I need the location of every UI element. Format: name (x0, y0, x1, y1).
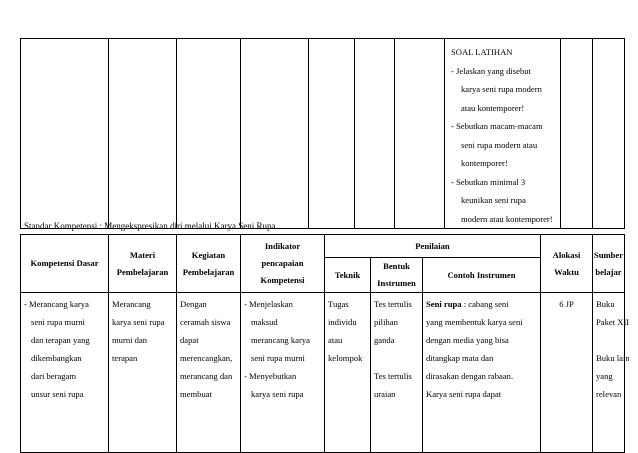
empty-cell (355, 39, 395, 229)
cell-line: relevan (596, 389, 622, 399)
empty-cell (395, 39, 445, 229)
cell-line: dengan media yang bisa (426, 335, 509, 345)
cell-line: maksud (251, 317, 278, 327)
cell-line: unsur seni rupa (31, 389, 84, 399)
cell-line: yang (596, 371, 613, 381)
cell-line: Tugas (328, 299, 349, 309)
cell-line: murni dan (112, 335, 148, 345)
cell-line: kelompok (328, 353, 363, 363)
soal-line: modern atau kontemporer! (461, 213, 553, 224)
cell-line: merencangkan, (180, 353, 233, 363)
cell-line: merancang dan (180, 371, 233, 381)
header-kegiatan: Kegiatan Pembelajaran (177, 235, 241, 293)
header-penilaian: Penilaian (325, 235, 541, 258)
empty-cell (309, 39, 355, 229)
contoh-cell (423, 293, 541, 453)
cell-line: seni rupa murni (251, 353, 305, 363)
cell-line: - Merancang karya (24, 299, 89, 309)
cell-line: Tes tertulis (374, 299, 412, 309)
cell-line: merancang karya (251, 335, 310, 345)
alokasi-cell (541, 293, 593, 453)
standar-kompetensi-caption: Standar Kompetensi : Mengekspresikan diri melalui Karya Seni Rupa (24, 221, 276, 231)
cell-line: 6 JP (559, 299, 574, 309)
teknik-cell (325, 293, 371, 453)
cell-line: Buku lain (596, 353, 630, 363)
empty-cell (21, 39, 109, 229)
cell-line: Merancang (112, 299, 151, 309)
cell-line: ganda (374, 335, 395, 345)
empty-cell (561, 39, 593, 229)
header-indikator: Indikator pencapaian Kompetensi (241, 235, 325, 293)
cell-line: ditangkap mata dan (426, 353, 494, 363)
soal-title: SOAL LATIHAN (451, 47, 513, 57)
cell-line: atau (328, 335, 343, 345)
cell-line: individu (328, 317, 357, 327)
sumber-cell (593, 293, 630, 453)
top-table (20, 38, 625, 229)
cell-line: dikembangkan (31, 353, 82, 363)
cell-line: membuat (180, 389, 212, 399)
empty-cell (177, 39, 241, 229)
soal-latihan-cell (445, 39, 561, 229)
header-kompetensi-dasar: Kompetensi Dasar (21, 235, 109, 293)
cell-line: karya seni rupa (251, 389, 304, 399)
silabus-table (20, 234, 630, 453)
cell-line: - Menyebutkan (244, 371, 297, 381)
cell-line: uraian (374, 389, 396, 399)
cell-line: dari beragam (31, 371, 77, 381)
cell-line (426, 295, 537, 313)
cell-line: Karya seni rupa dapat (426, 389, 502, 399)
cell-line: Tes tertulis (374, 371, 412, 381)
soal-line: atau kontemporer! (461, 102, 525, 113)
header-alokasi: Alokasi Waktu (541, 235, 593, 293)
header-sumber: Sumber belajar (593, 235, 625, 293)
spacer (596, 331, 621, 349)
table-row (21, 293, 625, 453)
soal-line: kontemporer! (461, 158, 508, 168)
bentuk-cell (371, 293, 423, 453)
contoh-first-rest: : cabang seni (461, 299, 509, 309)
cell-line: terapan (112, 353, 138, 363)
cell-line: dapat (180, 335, 199, 345)
empty-cell (593, 39, 625, 229)
soal-line: - Sebutkan minimal 3 (451, 176, 526, 187)
cell-line: karya seni rupa (112, 317, 165, 327)
cell-line: Paket XII (596, 317, 630, 327)
soal-line: keunikan seni rupa (461, 195, 526, 205)
top-table-row (21, 39, 625, 229)
cell-line: yang membentuk karya seni (426, 317, 523, 327)
cell-line: dan terapan yang (31, 335, 90, 345)
spacer (374, 349, 419, 367)
cell-line: dirasakan dengan rabaan. (426, 371, 514, 381)
cell-line: - Menjelaskan (244, 299, 293, 309)
header-materi: Materi Pembelajaran (109, 235, 177, 293)
cell-line: seni rupa murni (31, 317, 85, 327)
soal-line: - Sebutkan macam-macam (451, 121, 543, 131)
empty-cell (109, 39, 177, 229)
soal-line: - Jelaskan yang disebut (451, 65, 531, 76)
empty-cell (241, 39, 309, 229)
soal-line: seni rupa modern atau (461, 139, 538, 150)
indikator-cell (241, 293, 325, 453)
cell-line: pilihan (374, 317, 398, 327)
header-row (21, 235, 625, 258)
header-bentuk: Bentuk Instrumen (371, 258, 423, 293)
cell-line: ceramah siswa (180, 317, 231, 327)
kegiatan-cell (177, 293, 241, 453)
kompetensi-cell (21, 293, 109, 453)
cell-line: Buku (596, 299, 615, 309)
cell-line: Dengan (180, 299, 207, 309)
soal-line: karya seni rupa modern (461, 84, 542, 94)
header-teknik: Teknik (325, 258, 371, 293)
materi-cell (109, 293, 177, 453)
header-contoh: Contoh Instrumen (423, 258, 541, 293)
contoh-lead: Seni rupa (426, 299, 462, 309)
